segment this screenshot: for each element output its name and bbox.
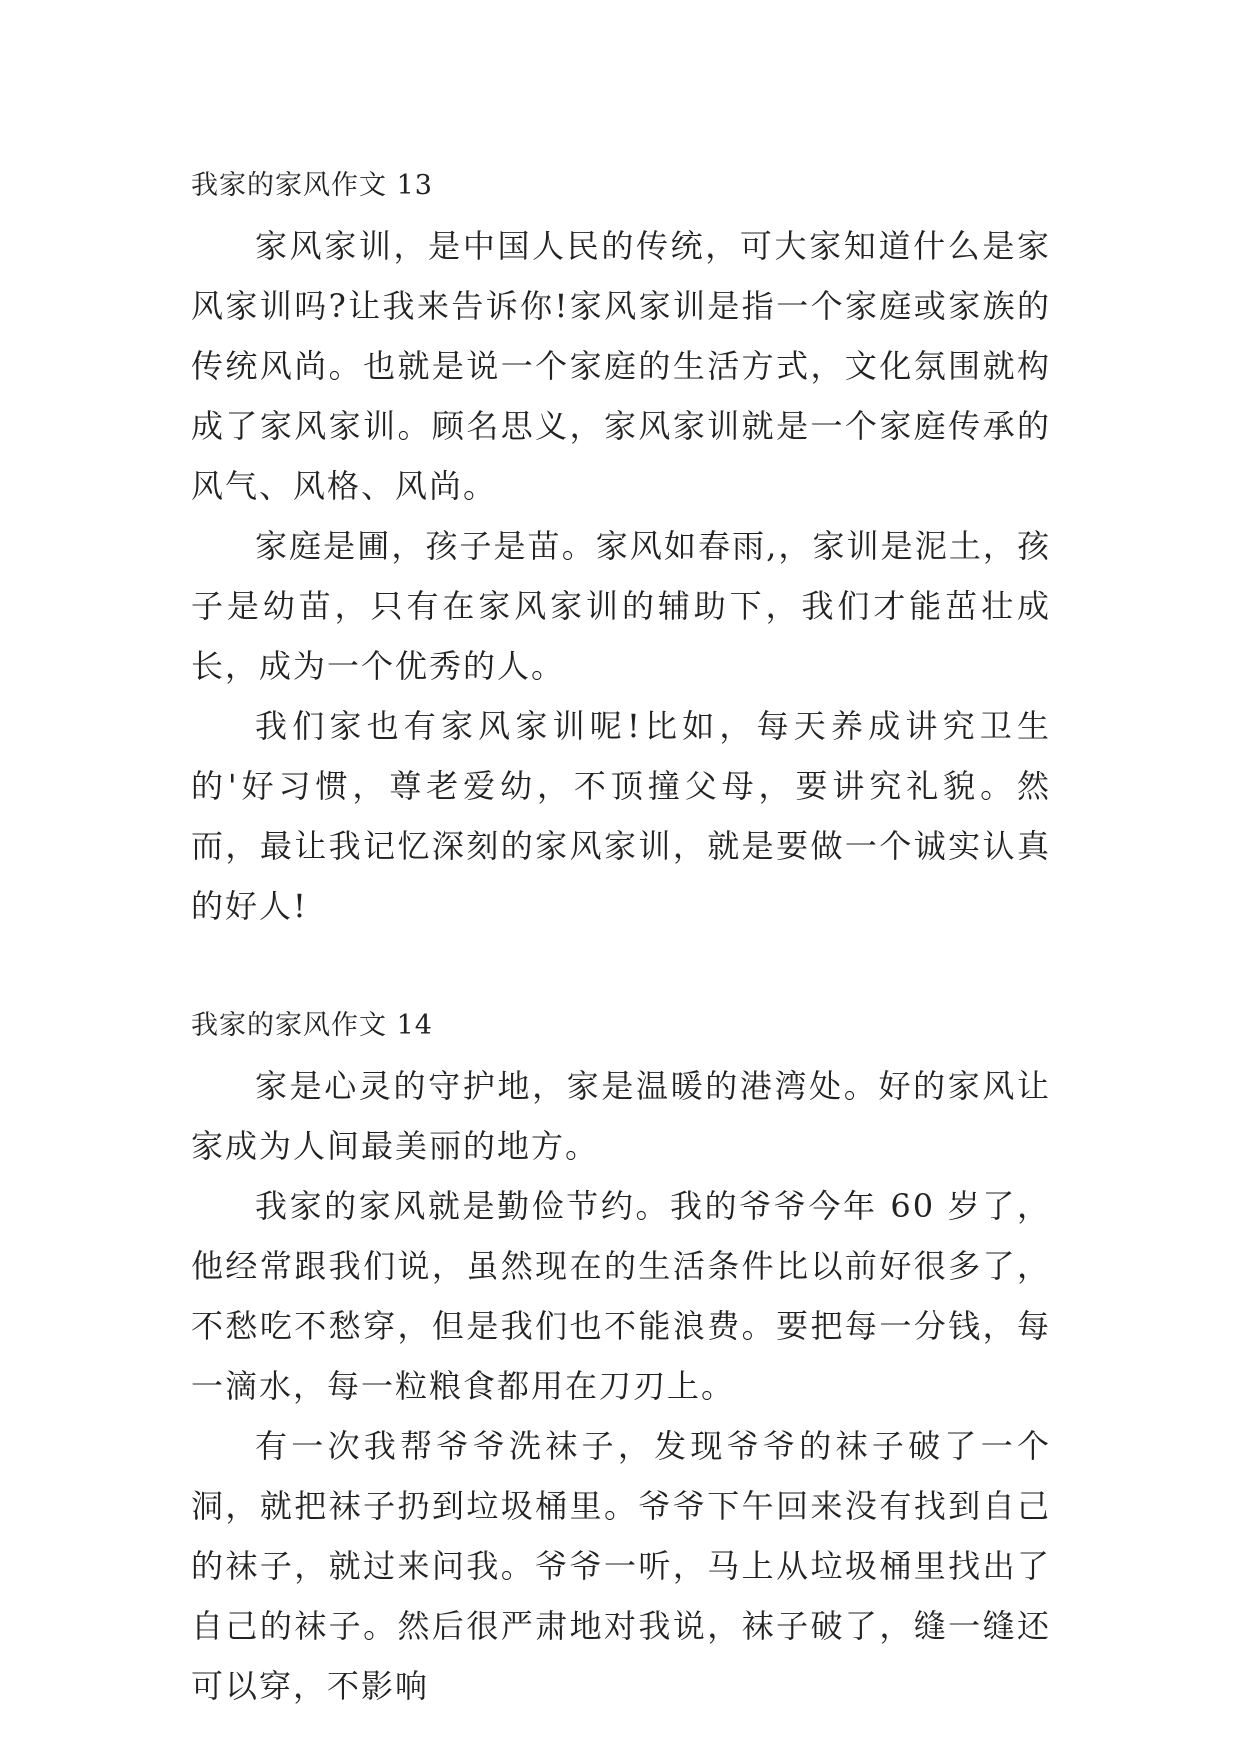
essay-title: 我家的家风作文 13	[191, 170, 433, 201]
essay-13	[191, 156, 1051, 936]
paragraph: 我家的家风就是勤俭节约。我的爷爷今年 60 岁了，他经常跟我们说，虽然现在的生活条件比以前好很多了，不愁吃不愁穿，但是我们也不能浪费。要把每一分钱，每一滴水，每一粒粮食都用在刀刃上。	[191, 1187, 1051, 1405]
essay-title: 我家的家风作文 14	[191, 1010, 433, 1041]
paragraph: 有一次我帮爷爷洗袜子，发现爷爷的袜子破了一个洞，就把袜子扔到垃圾桶里。爷爷下午回来没有找到自己的袜子，就过来问我。爷爷一听，马上从垃圾桶里找出了自己的袜子。然后很严肃地对我说，袜子破了，缝一缝还可以穿，不影响	[191, 1427, 1051, 1705]
essay-14	[191, 996, 1051, 1716]
paragraph: 家风家训，是中国人民的传统，可大家知道什么是家风家训吗?让我来告诉你!家风家训是指一个家庭或家族的传统风尚。也就是说一个家庭的生活方式，文化氛围就构成了家风家训。顾名思义，家风家训就是一个家庭传承的风气、风格、风尚。	[191, 227, 1051, 505]
document-page	[191, 156, 1051, 1716]
paragraph: 我们家也有家风家训呢!比如，每天养成讲究卫生的'好习惯，尊老爱幼，不顶撞父母，要讲究礼貌。然而，最让我记忆深刻的家风家训，就是要做一个诚实认真的好人!	[191, 707, 1051, 925]
paragraph: 家庭是圃，孩子是苗。家风如春雨,，家训是泥土，孩子是幼苗，只有在家风家训的辅助下，我们才能茁壮成长，成为一个优秀的人。	[191, 527, 1051, 685]
paragraph: 家是心灵的守护地，家是温暖的港湾处。好的家风让家成为人间最美丽的地方。	[191, 1067, 1051, 1165]
